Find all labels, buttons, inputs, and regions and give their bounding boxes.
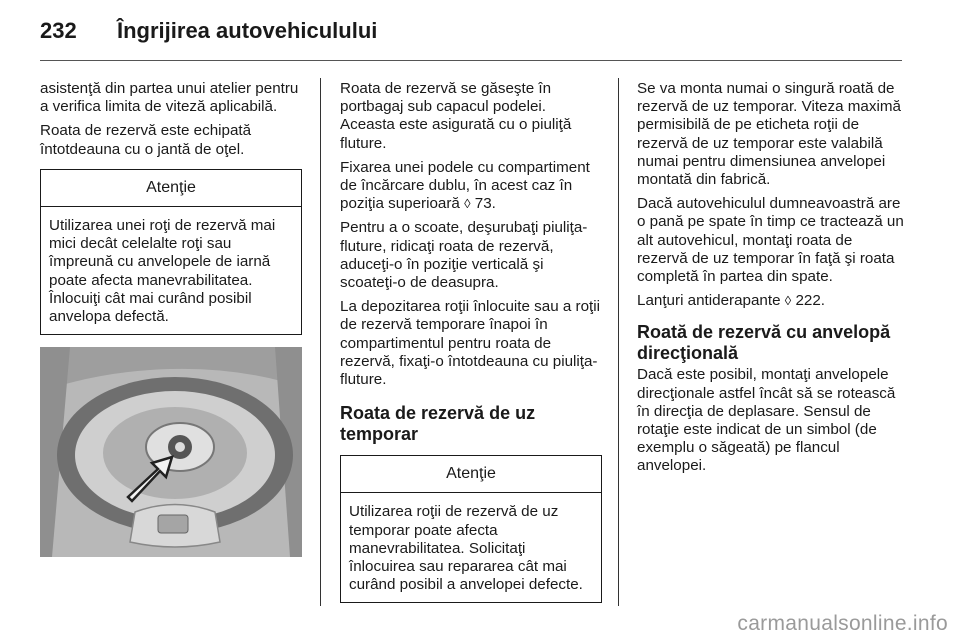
paragraph: La depozitarea roţii înlocuite sau a roţii de rezervă temporare înapoi în compartimentul pentru roata de rezervă, fixaţi-o întotdeauna cu piuliţa-fluture. <box>340 298 601 389</box>
paragraph-text: Fixarea unei podele cu compartiment de încărcare dublu, în acest caz în poziţia superioară <box>340 158 590 213</box>
column-divider <box>618 78 619 606</box>
warning-title: Atenţie <box>41 170 301 207</box>
column-3 <box>637 80 905 482</box>
warning-body: Utilizarea roţii de rezervă de uz temporar poate afecta manevrabilitatea. Solicitaţi înlocuirea sau repararea cât mai curând posibil a anvelopei defecte. <box>349 503 583 594</box>
column-1 <box>40 80 302 557</box>
section-heading: Roată de rezervă cu anvelopă direcţională <box>637 322 891 364</box>
paragraph <box>637 292 905 310</box>
paragraph: Se va monta numai o singură roată de rezervă de uz temporar. Viteza maximă permisibilă de pe eticheta roţii de rezervă de uz temporar este valabilă numai pentru dimensiunea anvelopei montată din fabrică. <box>637 80 901 189</box>
page-number: 232 <box>40 18 77 43</box>
warning-body: Utilizarea unei roţi de rezervă mai mici decât celelalte roţi sau împreună cu anvelopele de iarnă poate afecta manevrabilitatea. Înlocuiţi cât mai curând posibil anvelopa defectă. <box>49 217 276 326</box>
warning-box <box>40 169 302 335</box>
page-reference-icon: ◊ <box>784 293 792 309</box>
warning-title: Atenţie <box>341 456 601 493</box>
paragraph-text: Lanţuri antiderapante <box>637 292 785 310</box>
paragraph: Roata de rezervă este echipată întotdeauna cu o jantă de oţel. <box>40 122 252 158</box>
watermark: carmanualsonline.info <box>737 612 948 635</box>
page-header <box>0 0 960 62</box>
paragraph: Dacă este posibil, montaţi anvelopele direcţionale astfel încât să se rotească în direcţia de deplasare. Sensul de rotaţie este indicat de un simbol (de exemplu o săgeată) pe flancul anvelopei. <box>637 366 896 475</box>
column-2 <box>340 80 602 615</box>
spare-wheel-photo <box>40 347 302 557</box>
page-title: Îngrijirea autovehiculului <box>117 18 378 43</box>
paragraph <box>340 159 602 214</box>
header-rule <box>40 60 902 61</box>
page-reference-link[interactable]: 222. <box>795 292 826 310</box>
page-reference-link[interactable]: 73. <box>474 195 496 213</box>
paragraph: asistenţă din partea unui atelier pentru a verifica limita de viteză aplicabilă. <box>40 80 299 116</box>
paragraph: Roata de rezervă se găseşte în portbagaj sub capacul podelei. Aceasta este asigurată cu o piuliţă fluture. <box>340 80 572 152</box>
section-heading: Roata de rezervă de uz temporar <box>340 403 536 445</box>
paragraph: Pentru a o scoate, deşurubaţi piuliţa-fluture, ridicaţi roata de rezervă, aduceţi-o în poziţie verticală şi scoateţi-o de deasupra. <box>340 219 588 292</box>
paragraph: Dacă autovehiculul dumneavoastră are o pană pe spate în timp ce tractează un alt autovehicul, montaţi roata de rezervă de uz temporar în faţă şi roata completă în partea din spate. <box>637 195 904 286</box>
column-divider <box>320 78 321 606</box>
warning-box <box>340 455 602 603</box>
page-reference-icon: ◊ <box>464 196 471 212</box>
